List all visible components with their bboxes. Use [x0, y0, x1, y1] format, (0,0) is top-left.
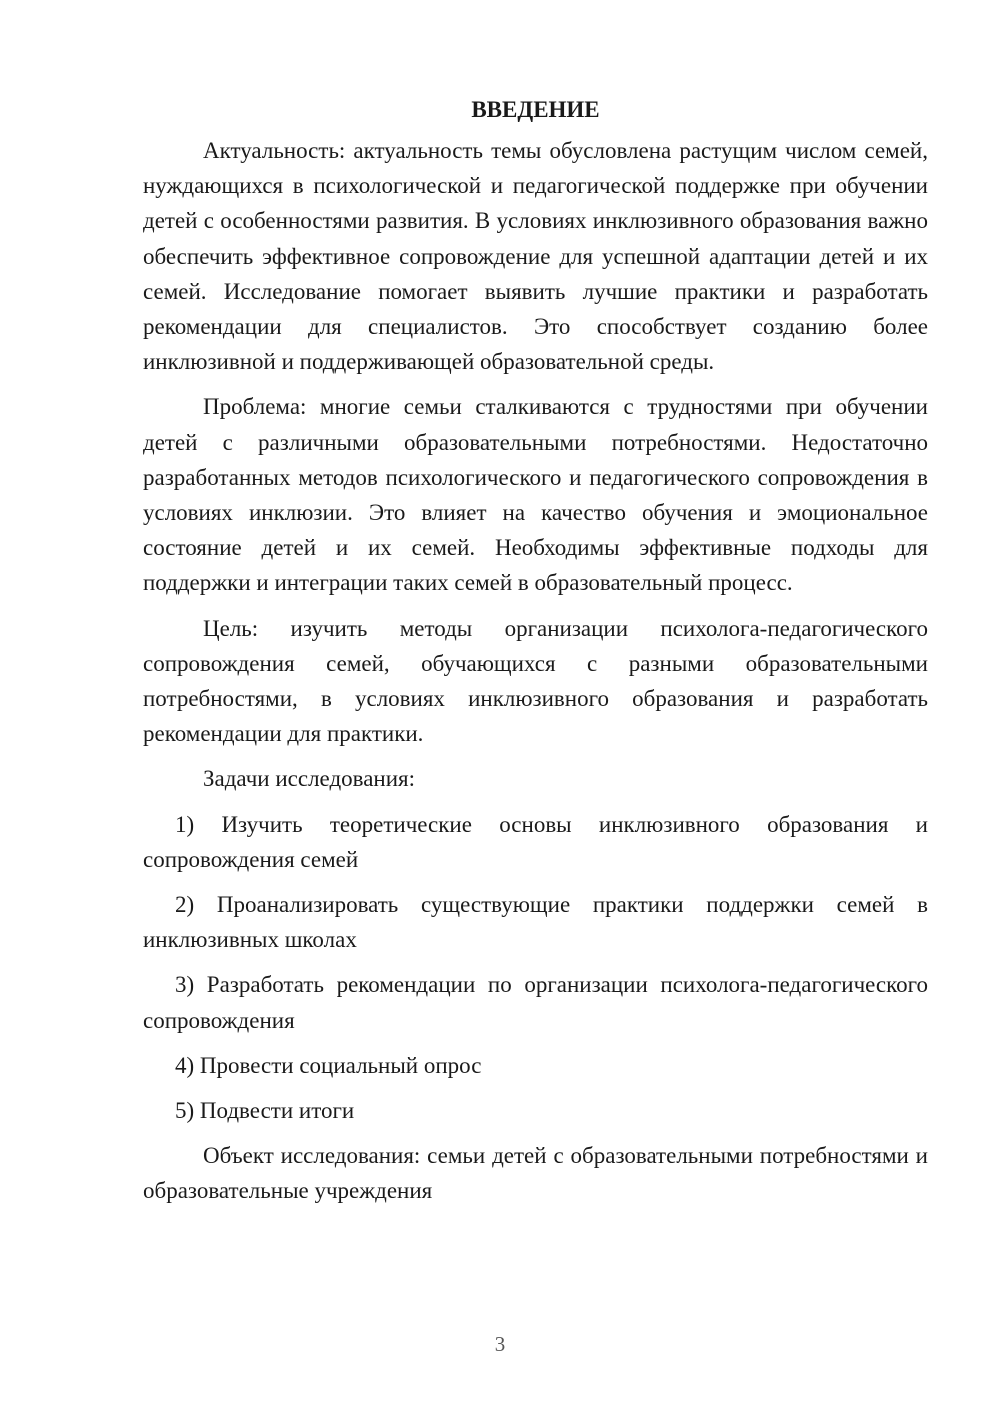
task-item-1: 1) Изучить теоретические основы инклюзивного образования и сопровождения семей — [143, 811, 928, 872]
object-paragraph: Объект исследования: семьи детей с образовательными потребностями и образовательные учреждения — [143, 1143, 928, 1204]
relevance-paragraph: Актуальность: актуальность темы обусловлена растущим числом семей, нуждающихся в психологической и педагогической поддержке при обучении детей с особенностями развития. В условиях инклюзивного образования важно обеспечить эффективное сопровождение для успешной адаптации детей и их семей. Исследование помогает выявить лучшие практики и разработать рекомендации для специалистов. Это способствует созданию более инклюзивной и поддерживающей образовательной среды. — [143, 138, 928, 375]
task-item-3: 3) Разработать рекомендации по организации психолога-педагогического сопровождения — [143, 972, 928, 1033]
task-item-4: 4) Провести социальный опрос — [175, 1052, 482, 1078]
problem-paragraph: Проблема: многие семьи сталкиваются с трудностями при обучении детей с различными образовательными потребностями. Недостаточно разработанных методов психологического и педагогического сопровождения в условиях инклюзии. Это влияет на качество обучения и эмоциональное состояние детей и их семей. Необходимы эффективные подходы для поддержки и интеграции таких семей в образовательный процесс. — [143, 394, 928, 596]
page-content — [143, 92, 928, 1219]
task-item-2: 2) Проанализировать существующие практики поддержки семей в инклюзивных школах — [143, 892, 928, 953]
tasks-heading: Задачи исследования: — [203, 766, 416, 792]
goal-paragraph: Цель: изучить методы организации психолога-педагогического сопровождения семей, обучающихся с разными образовательными потребностями, в условиях инклюзивного образования и разработать рекомендации для практики. — [143, 615, 928, 747]
task-item-5: 5) Подвести итоги — [175, 1098, 355, 1124]
page-title: ВВЕДЕНИЕ — [471, 97, 600, 122]
page-number: 3 — [494, 1332, 506, 1356]
